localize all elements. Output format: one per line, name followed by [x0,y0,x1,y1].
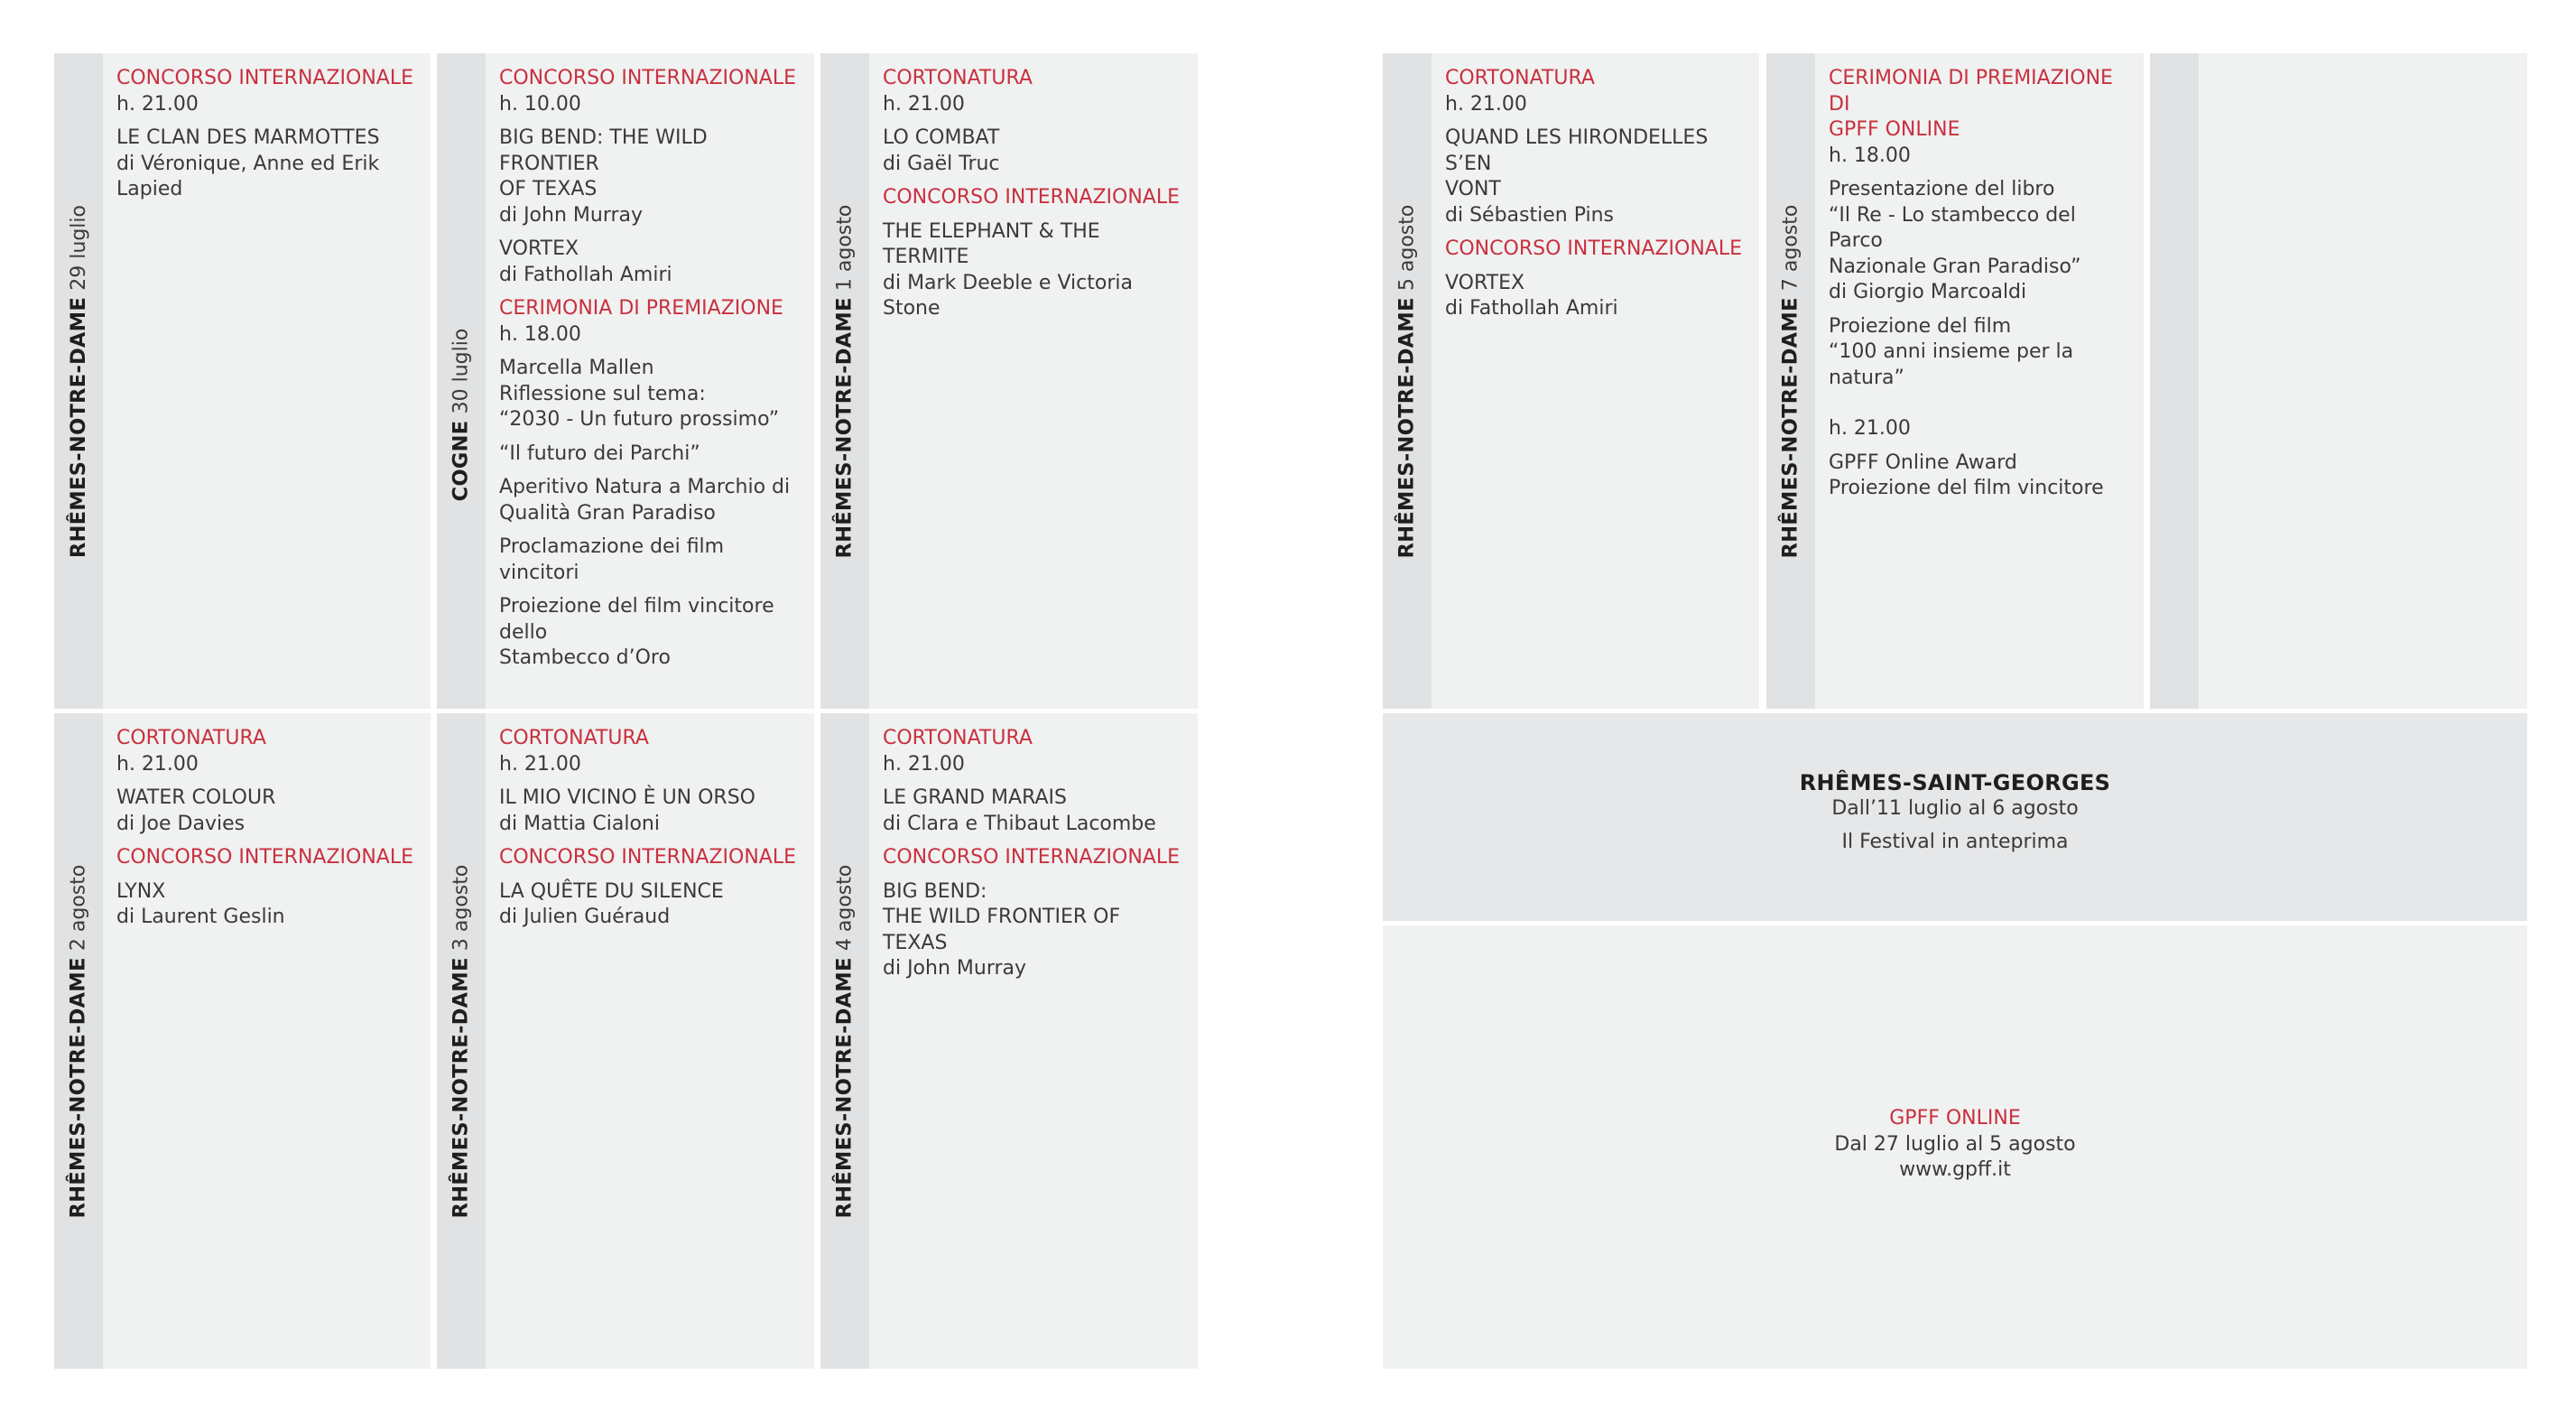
day-label-strip [820,53,869,709]
day-place: RHÊMES-NOTRE-DAME [1395,296,1419,558]
day-date: 30 luglio [449,328,473,414]
schedule-day-5-agosto [1383,53,1759,709]
day-events [499,66,805,672]
event-line: GPFF Online Award [1829,451,2017,474]
saint-georges-panel [1383,713,2527,921]
day-label-strip [1766,53,1815,709]
event-line: BIG BEND: THE WILD FRONTIER [499,126,708,175]
event-line: Presentazione del libro [1829,178,2055,200]
gpff-online-info [1383,1106,2527,1184]
schedule-day-1-agosto [820,53,1198,709]
event-line: Proiezione del film vincitore [1829,477,2104,499]
gpff-online-url[interactable]: www.gpff.it [1899,1158,2011,1181]
event-director: di Gaël Truc [883,152,1000,175]
day-label-strip [437,53,486,709]
schedule-day-4-agosto [820,713,1198,1369]
day-label [450,864,471,1218]
event-line: Riflessione sul tema: [499,382,706,405]
day-events [883,726,1189,982]
schedule-day-3-agosto [437,713,814,1369]
event-time: h. 18.00 [1829,144,1911,167]
saint-georges-note: Il Festival in anteprima [1841,831,2069,853]
day-place: COGNE [449,420,473,501]
day-events [1829,66,2135,502]
event-line: Nazionale Gran Paradiso” [1829,255,2081,278]
event-line: “Il futuro dei Parchi” [499,441,700,465]
event-heading: CONCORSO INTERNAZIONALE [116,67,413,89]
event-heading: CERIMONIA DI PREMIAZIONE [499,297,783,320]
day-label [68,864,88,1218]
event-line: Aperitivo Natura a Marchio di [499,476,791,498]
event-director: di Mattia Cialoni [499,812,660,835]
schedule-day-29-luglio [54,53,431,709]
event-line: “Il Re - Lo stambecco del Parco [1829,203,2076,252]
event-heading: CONCORSO INTERNAZIONALE [499,67,796,89]
event-director: di Julien Guéraud [499,906,671,928]
day-date: 1 agosto [833,204,857,291]
day-place: RHÊMES-NOTRE-DAME [449,956,473,1218]
day-date: 2 agosto [67,864,90,951]
schedule-day-empty [2150,53,2527,709]
day-label [1396,204,1417,558]
event-director: di Laurent Geslin [116,906,285,928]
event-time: h. 21.00 [883,752,965,776]
event-film-title: VORTEX [1445,271,1525,294]
event-heading: CONCORSO INTERNAZIONALE [883,846,1180,869]
day-events [499,726,805,931]
day-label-strip [820,713,869,1369]
event-film-title: LE CLAN DES MARMOTTES [116,126,380,149]
event-director: di Fathollah Amiri [1445,297,1618,320]
event-film-title: IL MIO VICINO È UN ORSO [499,786,756,809]
event-director: di John Murray [883,957,1027,980]
event-film-title: LO COMBAT [883,126,1000,149]
gpff-online-title: GPFF ONLINE [1889,1107,2021,1129]
event-heading: CORTONATURA [116,727,266,749]
event-line: Proiezione del film [1829,314,2012,338]
event-heading: CONCORSO INTERNAZIONALE [1445,237,1742,260]
event-line: di John Murray [499,203,644,227]
event-line: Qualità Gran Paradiso [499,501,716,525]
day-label-strip [54,53,103,709]
event-heading: GPFF ONLINE [1829,118,1960,141]
event-time: h. 21.00 [1445,92,1527,116]
event-director: di Mark Deeble e Victoria Stone [883,271,1133,320]
event-heading: CONCORSO INTERNAZIONALE [116,846,413,869]
event-director: di Joe Davies [116,812,246,835]
event-heading: CORTONATURA [1445,67,1595,89]
schedule-day-7-agosto [1766,53,2144,709]
day-label [834,864,855,1218]
event-time: h. 21.00 [499,752,581,776]
day-date: 3 agosto [449,864,473,951]
event-film-title: WATER COLOUR [116,786,276,809]
saint-georges-info [1383,770,2527,856]
day-place: RHÊMES-NOTRE-DAME [66,296,90,558]
day-place: RHÊMES-NOTRE-DAME [66,956,90,1218]
day-label-strip [437,713,486,1369]
day-label-strip [2150,53,2199,709]
event-time: h. 10.00 [499,92,581,116]
day-place: RHÊMES-NOTRE-DAME [832,956,857,1218]
event-heading: CORTONATURA [883,727,1033,749]
saint-georges-dates: Dall’11 luglio al 6 agosto [1831,796,2079,820]
day-events [116,66,422,203]
event-film-title: THE WILD FRONTIER OF TEXAS [883,906,1121,954]
gpff-online-panel [1383,925,2527,1369]
day-label [834,204,855,558]
event-heading: CONCORSO INTERNAZIONALE [883,186,1180,209]
saint-georges-title: RHÊMES-SAINT-GEORGES [1799,770,2111,795]
event-line: Proiezione del film vincitore dello [499,595,774,644]
day-events [1445,66,1750,322]
day-date: 7 agosto [1779,204,1802,291]
gpff-online-dates: Dal 27 luglio al 5 agosto [1834,1132,2076,1156]
event-film-title: VONT [1445,178,1501,200]
day-date: 4 agosto [833,864,857,951]
event-line: Marcella Mallen [499,357,654,379]
event-heading: CORTONATURA [883,67,1033,89]
event-line: di Fathollah Amiri [499,263,672,286]
day-label-strip [54,713,103,1369]
event-line: “100 anni insieme per la natura” [1829,340,2074,389]
event-film-title: QUAND LES HIRONDELLES S’EN [1445,126,1709,175]
event-heading: CERIMONIA DI PREMIAZIONE DI [1829,67,2113,116]
event-line: “2030 - Un futuro prossimo” [499,408,780,431]
day-date: 29 luglio [67,204,90,291]
event-time: h. 21.00 [116,752,199,776]
day-label [450,328,471,501]
event-time: h. 21.00 [116,92,199,116]
event-line: OF TEXAS [499,178,598,200]
day-date: 5 agosto [1395,204,1419,291]
event-film-title: THE ELEPHANT & THE TERMITE [883,219,1100,268]
day-events [883,66,1189,322]
day-place: RHÊMES-NOTRE-DAME [832,296,857,558]
day-label-strip [1383,53,1432,709]
day-label [1780,204,1801,558]
event-director: di Sébastien Pins [1445,203,1614,227]
event-heading: CONCORSO INTERNAZIONALE [499,846,796,869]
event-line: Proclamazione dei film vincitori [499,535,725,584]
event-film-title: LYNX [116,879,166,903]
event-line: VORTEX [499,237,579,260]
day-events [116,726,422,931]
event-line: di Giorgio Marcoaldi [1829,281,2027,303]
event-time: h. 18.00 [499,322,581,346]
event-time: h. 21.00 [883,92,965,116]
event-film-title: LE GRAND MARAIS [883,786,1067,809]
day-label [68,205,88,558]
day-place: RHÊMES-NOTRE-DAME [1778,296,1802,558]
event-film-title: BIG BEND: [883,879,987,903]
event-line: Stambecco d’Oro [499,646,671,669]
schedule-day-30-luglio [437,53,814,709]
event-director: di Clara e Thibaut Lacombe [883,812,1156,835]
event-director: di Véronique, Anne ed Erik Lapied [116,152,380,200]
schedule-day-2-agosto [54,713,431,1369]
event-heading: CORTONATURA [499,727,649,749]
event-time: h. 21.00 [1829,417,1911,440]
event-film-title: LA QUÊTE DU SILENCE [499,879,724,903]
